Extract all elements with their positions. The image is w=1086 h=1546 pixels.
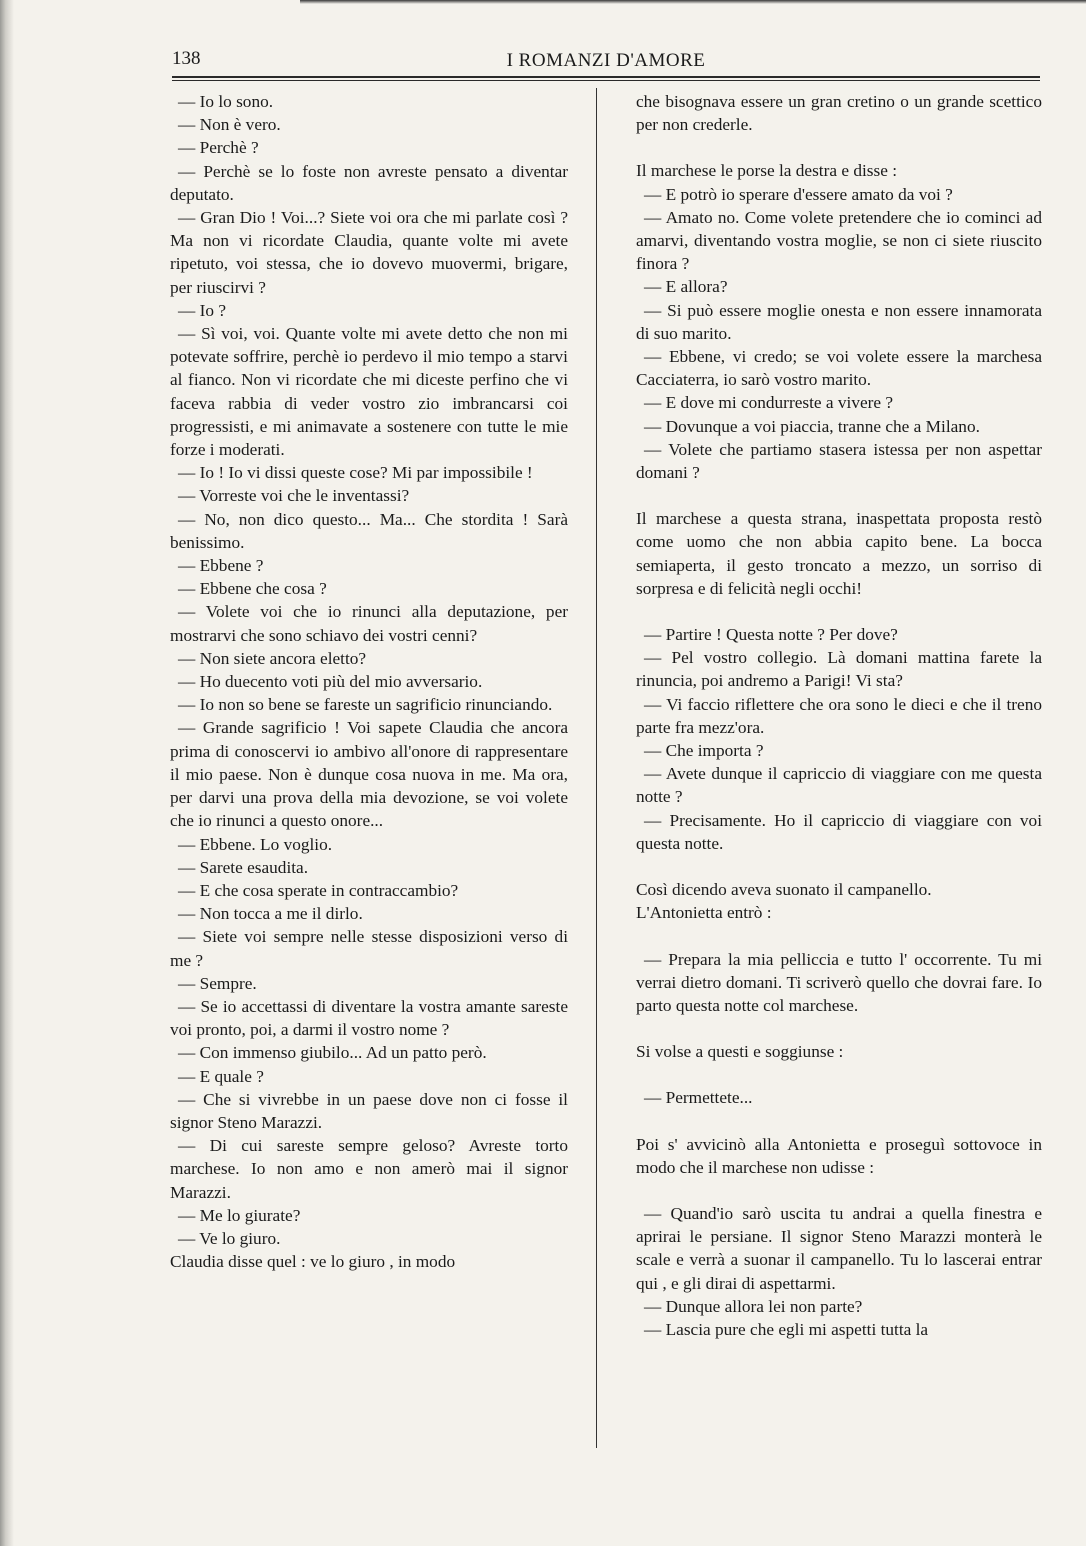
header-rule [172,76,1040,78]
paragraph: — Dunque allora lei non parte? [644,1296,863,1316]
paragraph: — Prepara la mia pelliccia e tutto l' occorrente. Tu mi verrai dietro domani. Ti scriverò quello che dovrai fare. Io parto questa notte col marchese. [636,949,1042,1015]
paragraph: Il marchese le porse la destra e disse : [636,161,898,181]
paragraph: — Ebbene, vi credo; se voi volete essere la marchesa Cacciaterra, io sarò vostro marito. [636,347,1042,390]
paragraph: Poi s' avvicinò alla Antonietta e proseguì sottovoce in modo che il marchese non udisse : [636,1134,1042,1177]
page-edge-shadow [0,0,14,1546]
paragraph: Claudia disse quel : ve lo giuro , in modo [170,1252,456,1272]
paragraph: — Amato no. Come volete pretendere che io cominci ad amarvi, diventando vostra moglie, se non ci siete riuscito finora ? [636,207,1042,274]
paragraph: — Lascia pure che egli mi aspetti tutta la [644,1319,929,1339]
paragraph: Il marchese a questa strana, inaspettata proposta restò come uomo che non abbia capito bene. La bocca semiaperta, il gesto troncato a mezzo, un sorriso di sorpresa e di felicità negli occhi! [636,509,1042,598]
paragraph: — Perchè ? [178,138,259,158]
paragraph: — Pel vostro collegio. Là domani mattina farete la rinuncia, poi andremo a Parigi! Vi sta? [636,648,1042,691]
paragraph: Così dicendo aveva suonato il campanello. [636,880,932,900]
page-header [172,48,1040,74]
paragraph: — Perchè se lo foste non avreste pensato a diventar deputato. [170,161,568,204]
paragraph: — E quale ? [178,1066,264,1086]
paragraph: — Sarete esaudita. [178,857,309,877]
column-divider [596,88,597,1448]
paragraph: — Avete dunque il capriccio di viaggiare con me questa notte ? [636,764,1042,807]
paragraph: — E potrò io sperare d'essere amato da voi ? [644,184,953,204]
paragraph: — Partire ! Questa notte ? Per dove? [644,625,898,645]
paragraph: — Ebbene che cosa ? [178,579,327,599]
paragraph: — Gran Dio ! Voi...? Siete voi ora che mi parlate così ? Ma non vi ricordate Claudia, quante volte mi avete ripetuto, voi stessa, che io dovevo muovermi, brigare, per riuscirvi ? [170,208,568,297]
paragraph: — Grande sagrificio ! Voi sapete Claudia che ancora prima di conoscervi io ambivo all'onore di rappresentare il mio paese. Non è dunque cosa nuova in me. Ma ora, per darvi una prova della mia devozione, se voi volete che io rinunci a questo onore... [170,718,568,831]
paragraph: — Quand'io sarò uscita tu andrai a quella finestra e aprirai le persiane. Il signor Steno Marazzi monterà le scale e verrà a suonar il campanello. Tu lo lascerai entrar qui , e gli dirai di aspettarmi. [636,1203,1042,1293]
header-rule-thin [172,80,1040,81]
paragraph: — Con immenso giubilo... Ad un patto però. [178,1043,487,1063]
paragraph: — Volete voi che io rinunci alla deputazione, per mostrarvi che sono schiavo dei vostri cenni? [170,602,568,645]
paragraph: — Si può essere moglie onesta e non essere innamorata di suo marito. [636,300,1042,343]
paragraph: — Ve lo giuro. [178,1228,281,1248]
paragraph: — No, non dico questo... Ma... Che stordita ! Sarà benissimo. [170,509,568,552]
paragraph: — E allora? [644,277,728,297]
paragraph: che bisognava essere un gran cretino o un grande scettico per non crederle. [636,92,1042,135]
paragraph: L'Antonietta entrò : [636,903,772,923]
paragraph: — E che cosa sperate in contraccambio? [178,880,459,900]
paragraph: — Ho duecento voti più del mio avversario. [178,672,483,692]
paragraph: — Me lo giurate? [178,1205,301,1225]
paragraph: — Sempre. [178,973,257,993]
running-title: I ROMANZI D'AMORE [506,50,706,71]
paragraph: — Se io accettassi di diventare la vostra amante sareste voi pronto, poi, a darmi il vostro nome ? [170,996,568,1040]
paragraph: — Siete voi sempre nelle stesse disposizioni verso di me ? [170,927,568,970]
paragraph: — Permettete... [644,1088,753,1108]
paragraph: — Io lo sono. [178,92,274,111]
left-column [170,90,568,1273]
paragraph: — Che importa ? [644,741,764,761]
paragraph: Si volse a questi e soggiunse : [636,1042,844,1062]
paragraph: — E dove mi condurreste a vivere ? [644,393,894,413]
top-edge-shadow [300,0,1086,4]
page-number: 138 [172,48,201,69]
paragraph: — Di cui sareste sempre geloso? Avreste torto marchese. Io non amo e non amerò mai il signor Marazzi. [170,1136,568,1202]
paragraph: — Volete che partiamo stasera istessa per non aspettar domani ? [636,439,1042,483]
paragraph: — Vorreste voi che le inventassi? [178,486,410,506]
paragraph: — Vi faccio riflettere che ora sono le dieci e che il treno parte fra mezz'ora. [636,694,1042,737]
right-column [636,90,1042,1341]
paragraph: — Non tocca a me il dirlo. [178,904,363,924]
paragraph: — Io non so bene se fareste un sagrificio rinunciando. [178,695,553,715]
paragraph: — Non è vero. [178,115,281,135]
paragraph: — Io ! Io vi dissi queste cose? Mi par impossibile ! [178,463,533,483]
paragraph: — Sì voi, voi. Quante volte mi avete detto che non mi potevate soffrire, perchè io perdevo il mio tempo a starvi al fianco. Non vi ricordate che mi diceste perfino che vi faceva rabbia di veder vostro zio imbrancarsi coi progressisti, e mi animavate a sostenere con tutte le mie forze i moderati. [170,324,568,460]
paragraph: — Ebbene ? [178,556,264,576]
paragraph: — Io ? [178,300,226,320]
paragraph: — Precisamente. Ho il capriccio di viaggiare con voi questa notte. [636,810,1042,853]
paragraph: — Che si vivrebbe in un paese dove non ci fosse il signor Steno Marazzi. [170,1089,568,1132]
paragraph: — Ebbene. Lo voglio. [178,834,333,854]
paragraph: — Non siete ancora eletto? [178,648,367,668]
paragraph: — Dovunque a voi piaccia, tranne che a Milano. [644,416,980,436]
